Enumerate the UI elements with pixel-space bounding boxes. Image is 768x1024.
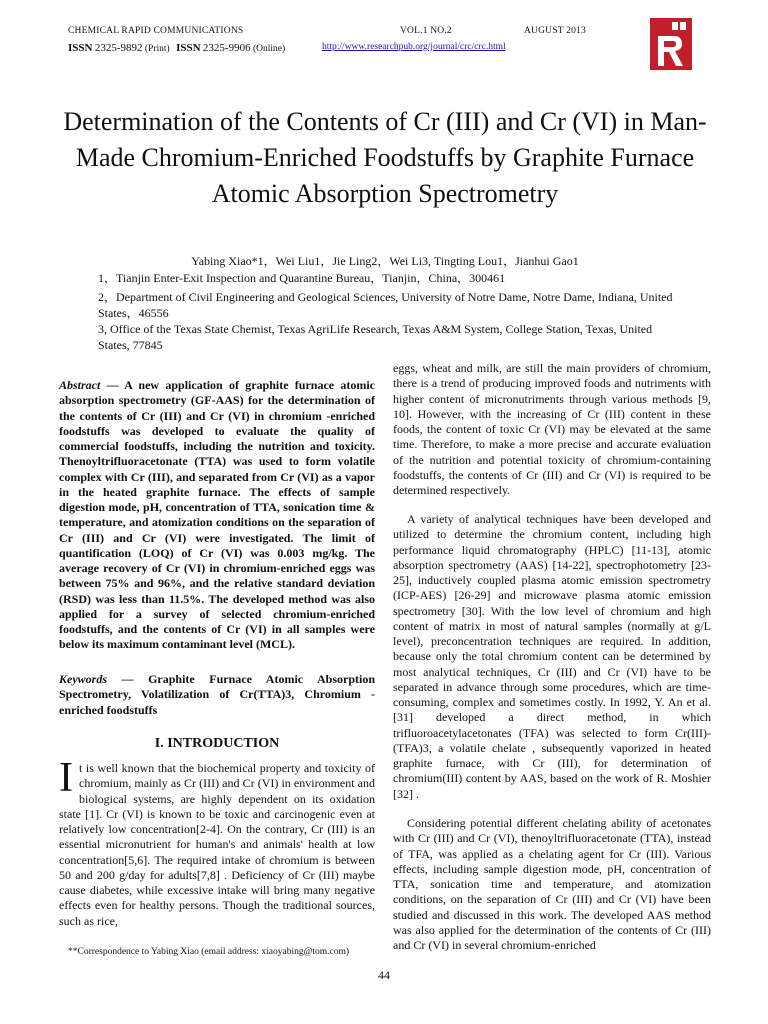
keywords-text: — Graphite Furnace Atomic Absorption Spectrometry, Volatilization of Cr(TTA)3, Chromium -enriched foodstuffs <box>59 672 375 717</box>
right-paragraph-3: Considering potential different chelating ability of acetonates with Cr (III) and Cr (VI), thenoyltrifluoracetonate (TTA), instead of TFA, was applied as a chelating agent for Cr (III). Various effects, including sample digestion mode, pH, concentration of TTA, sonication time and temperature, and atomization conditions, on the separation of Cr (III) and Cr (VI) have been studied and discussed in this work. The developed AAS method was also applied for the determination of the contents of Cr (III) and Cr (VI) in several chromium-enriched <box>393 816 711 952</box>
issue-date: AUGUST 2013 <box>524 26 586 36</box>
affiliation-3: 3, Office of the Texas State Chemist, Texas AgriLife Research, Texas A&M System, College Station, Texas, United States, 77845 <box>98 322 653 352</box>
issn-online: 2325-9906 <box>202 42 251 54</box>
paper-title: Determination of the Contents of Cr (III) and Cr (VI) in Man-Made Chromium-Enriched Foodstuffs by Graphite Furnace Atomic Absorption Spectrometry <box>63 107 707 208</box>
right-paragraph-2: A variety of analytical techniques have been developed and utilized to determine the chromium content, including high performance liquid chromatography (HPLC) [11-13], atomic absorption spectrometry (AAS) [14-22], spectrophotometry [23-25], inductively coupled plasma atomic emission spectrometry (ICP-AES) [26-29] and microwave plasma atomic emission spectrometry [30]. With the low level of chromium and high content of matrix in most of natural samples (normally at g/L level), preconcentration techniques are required. In addition, because only the total chromium content can be determined by most analytical techniques, Cr (III) and Cr (VI) have to be separated in advance through some procedures, which are time-consuming, complex and sometimes costly. In 1992, Y. An et al.[31] developed a direct method, in which trifluoroacetylacetonates (TFA) was selected to form Cr(III)-(TFA)3, a volatile chelate , subsequently vaporized in heated graphite furnace, with Cr (III), for determination of chromium(III) content by AAS, based on the work of R. Moshier [32] . <box>393 512 711 801</box>
right-paragraph-1: eggs, wheat and milk, are still the main providers of chromium, there is a trend of producing improved foods and nutriments with higher content of micronutriments through various methods [9, 10]. However, with the increasing of Cr (III) content in these foods, the content of toxic Cr (VI) may be elevated at the same time. Therefore, to make a more precise and accurate evaluation of the nutrition and potential toxicity of chromium-containing foodstuffs, the contents of Cr (III) and Cr (VI) is required to be determined respectively. <box>393 361 711 497</box>
abstract <box>59 378 375 653</box>
section-heading-introduction: I. INTRODUCTION <box>154 736 280 751</box>
issn-print: 2325-9892 <box>94 42 143 54</box>
issn-line <box>68 42 285 54</box>
journal-url-link[interactable]: http://www.researchpub.org/journal/crc/crc.html <box>322 42 506 52</box>
author-list: Yabing Xiao*1，Wei Liu1，Jie Ling2，Wei Li3, Tingting Lou1，Jianhui Gao1 <box>191 254 579 268</box>
abstract-label: Abstract <box>59 378 101 392</box>
page-number: 44 <box>378 968 390 982</box>
journal-logo <box>650 18 692 70</box>
volume-issue: VOL.1 NO.2 <box>400 26 452 36</box>
abstract-text: — A new application of graphite furnace atomic absorption spectrometry (GF-AAS) for the determination of the contents of Cr (III) and Cr (VI) in chromium -enriched foodstuffs was developed to evaluate the quality of commercial foodstuffs, including the nutrition and toxicity. Thenoyltrifluoracetonate (TTA) was used to form volatile complex with Cr (III), and separated from Cr (VI) as a vapor in the heated graphite furnace. The effects of sample digestion mode, pH, concentration of TTA, sonication time & temperature, and atomization conditions on the separation of Cr (III) and Cr (VI) were investigated. The limit of quantification (LOQ) of Cr (VI) was 0.003 mg/kg. The average recovery of Cr (VI) in chromium-enriched eggs was between 75% and 96%, and the relative standard deviation (RSD) was less than 11.5%. The developed method was also applied for a survey of selected chromium-enriched foodstuffs, and the contents of Cr (VI) in all samples were below its maximum contaminant level (MCL). <box>59 378 375 652</box>
intro-paragraph <box>59 755 375 929</box>
journal-name: CHEMICAL RAPID COMMUNICATIONS <box>68 26 244 36</box>
correspondence-footnote: **Correspondence to Yabing Xiao (email address: xiaoyabing@tom.com) <box>68 947 350 957</box>
online-label: (Online) <box>252 44 286 54</box>
issn-label: ISSN <box>68 42 93 54</box>
intro-text: t is well known that the biochemical property and toxicity of chromium, mainly as Cr (III) and Cr (VI) in environment and biological systems, are highly dependent on its oxidation state [1]. Cr (VI) is known to be toxic and carcinogenic even at relatively low concentration[2-4]. On the contrary, Cr (III) is an essential micronutrient for human's and animals' health at low concentration[5,6]. The required intake of chromium is between 50 and 200 g/day for adults[7,8] . Deficiency of Cr (III) maybe cause diabetes, while excessive intake will bring many negative effects even for healthy persons. Though the traditional sources, such as rice, <box>59 761 375 928</box>
drop-cap: I <box>59 755 73 801</box>
affiliation-1: 1，Tianjin Enter-Exit Inspection and Quarantine Bureau，Tianjin，China，300461 <box>98 271 506 285</box>
keywords-label: Keywords <box>59 672 107 686</box>
issn-label-online: ISSN <box>176 42 201 54</box>
print-label: (Print) <box>144 44 170 54</box>
keywords <box>59 672 375 718</box>
affiliation-2: 2，Department of Civil Engineering and Geological Sciences, University of Notre Dame, Notre Dame, Indiana, United States，46556 <box>98 290 673 320</box>
